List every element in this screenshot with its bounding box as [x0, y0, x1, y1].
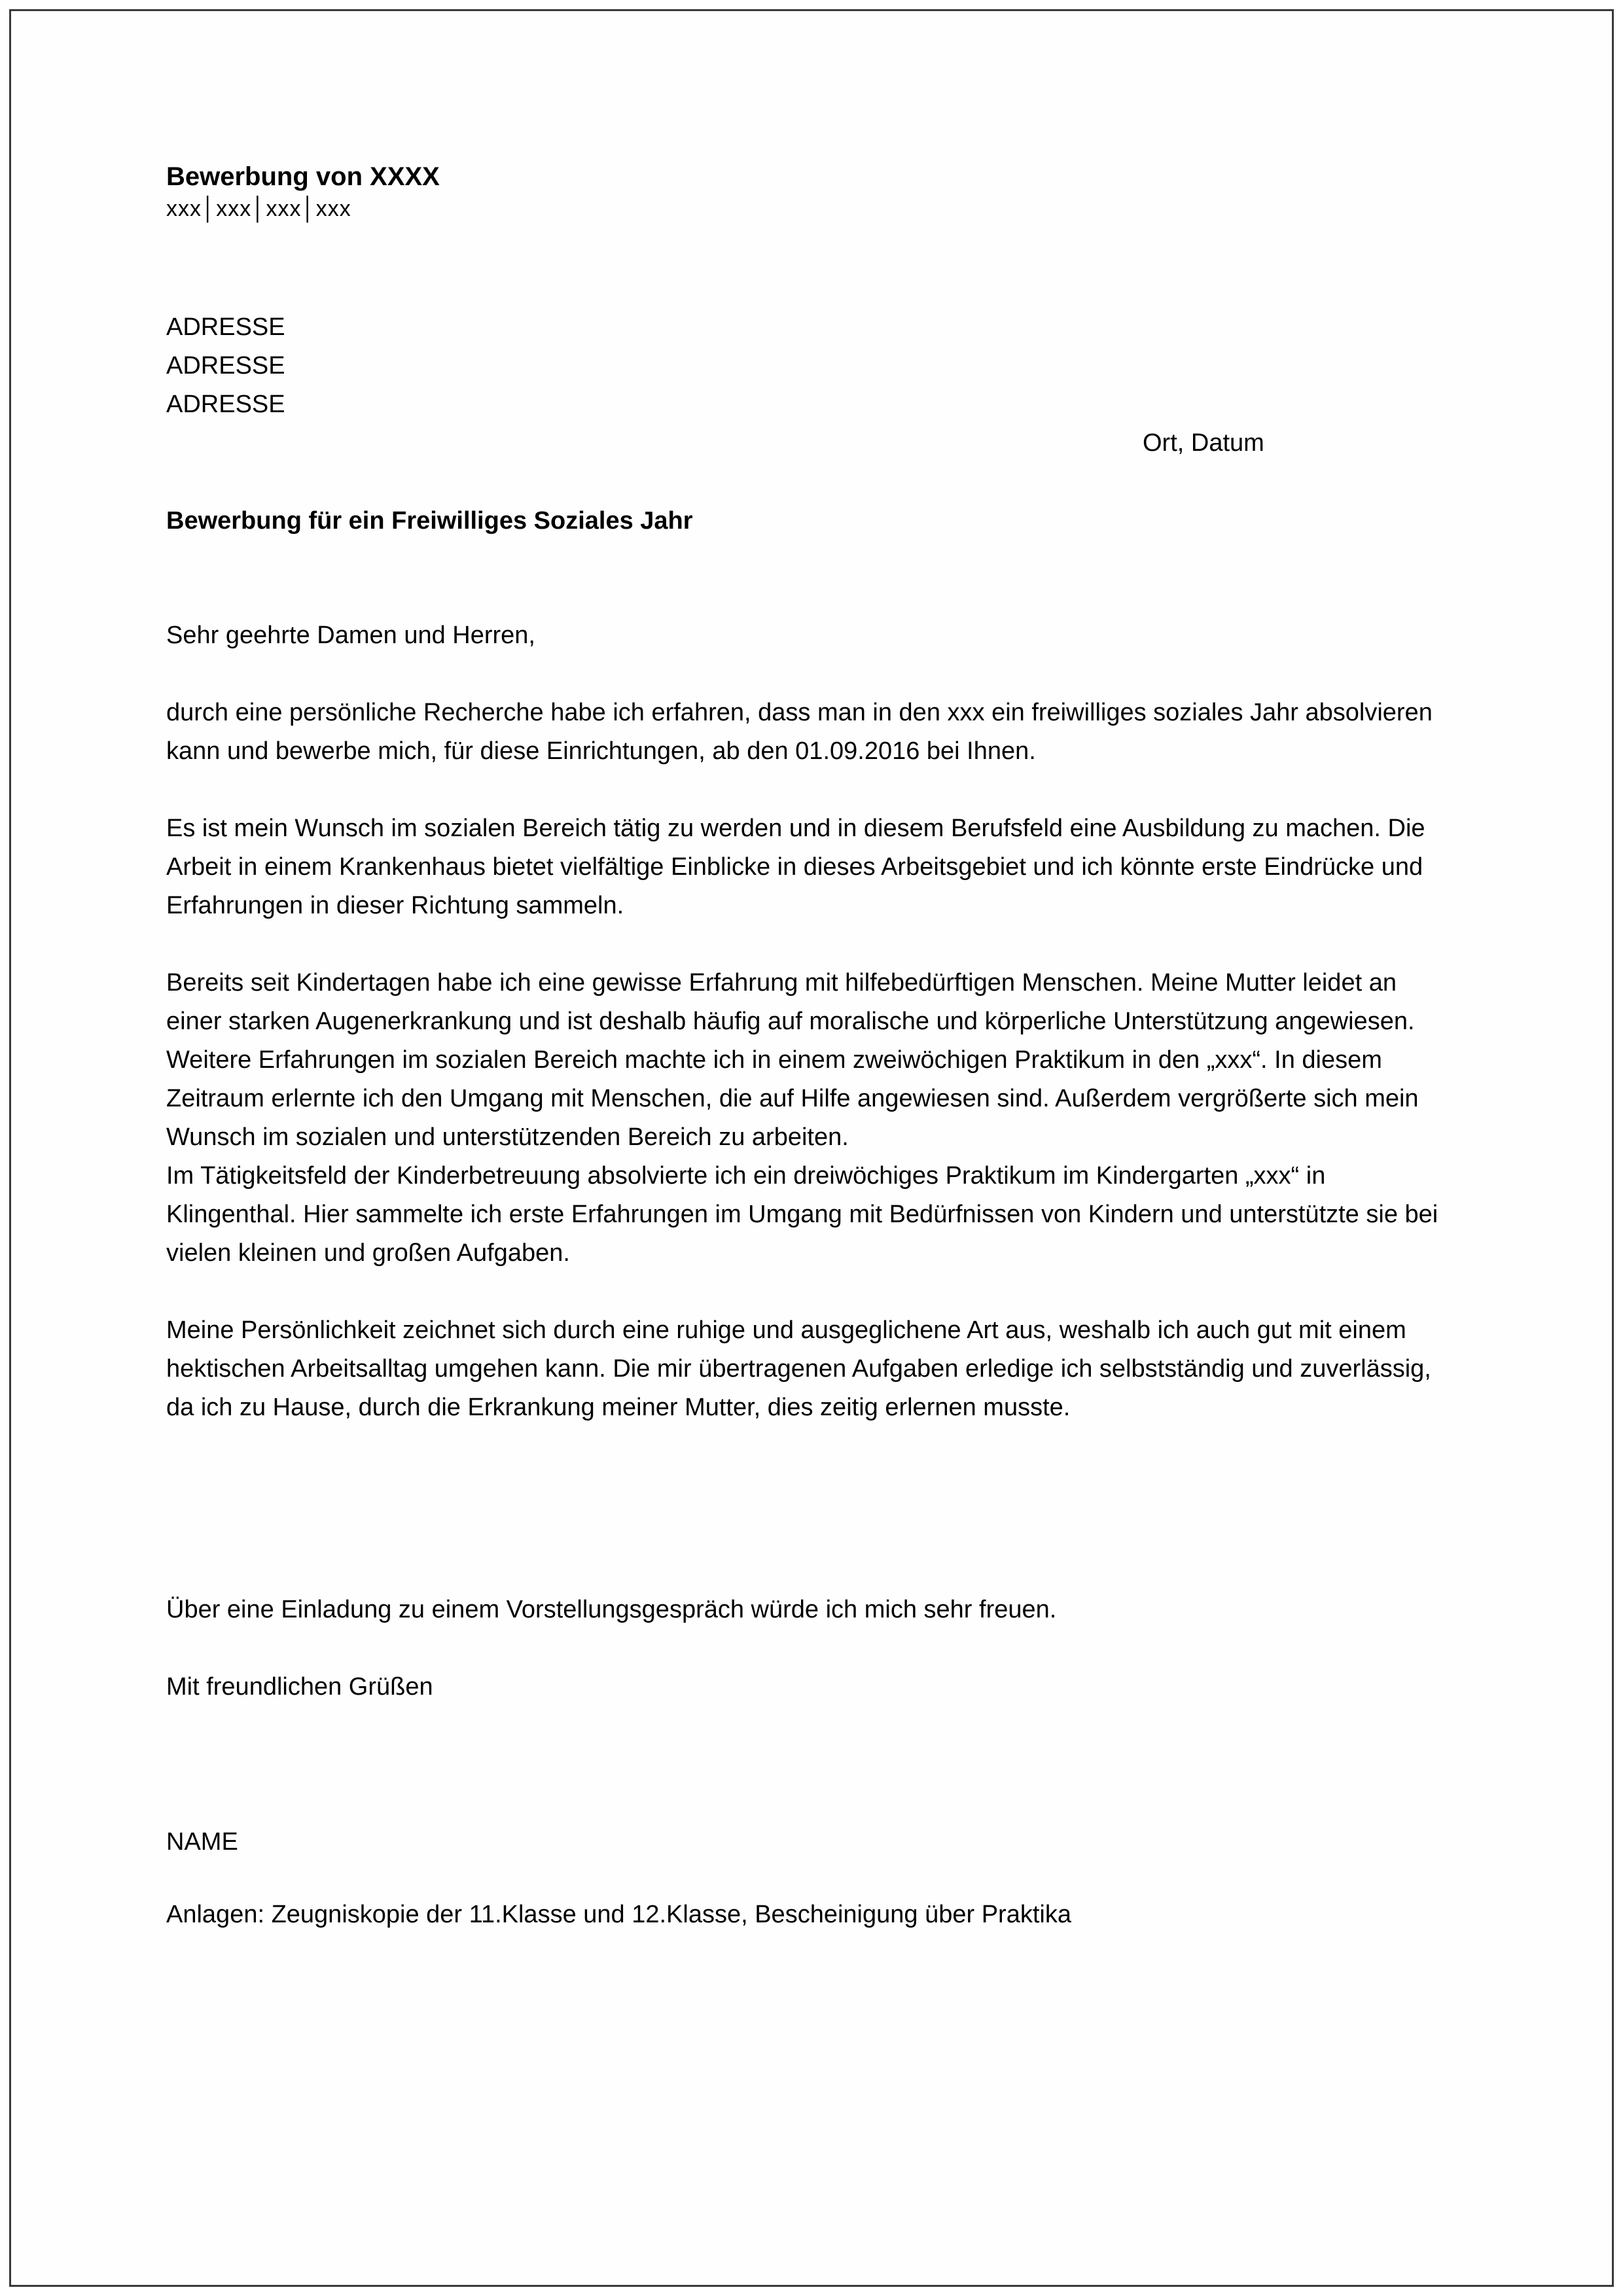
address-line: ADRESSE: [166, 391, 285, 418]
paragraph-experience-kindergarten: Im Tätigkeitsfeld der Kinderbetreuung absolvierte ich ein dreiwöchiges Praktikum im Kindergarten „xxx“ in Klingenthal. Hier sammelte ich erste Erfahrungen im Umgang mit Bedürfnissen von Kindern und unterstützte sie bei vielen kleinen und großen Aufgaben.: [166, 1162, 1438, 1267]
salutation: Sehr geehrte Damen und Herren,: [166, 622, 535, 649]
closing-request: Über eine Einladung zu einem Vorstellungsgespräch würde ich mich sehr freuen.: [166, 1596, 1057, 1623]
address-line: ADRESSE: [166, 352, 285, 380]
signature-name: NAME: [166, 1828, 238, 1856]
sender-title: Bewerbung von XXXX: [166, 162, 440, 191]
paragraph-personality: Meine Persönlichkeit zeichnet sich durch eine ruhige und ausgeglichene Art aus, weshalb ich auch gut mit einem hektischen Arbeitsalltag umgehen kann. Die mir übertragenen Aufgaben erledige ich selbstständig und zuverlässig, da ich zu Hause, durch die Erkrankung meiner Mutter, dies zeitig erlernen musste.: [166, 1316, 1431, 1421]
subject-line: Bewerbung für ein Freiwilliges Soziales Jahr: [166, 507, 693, 535]
paragraph-intro: durch eine persönliche Recherche habe ich erfahren, dass man in den xxx ein freiwilliges soziales Jahr absolvieren kann und bewerbe mich, für diese Einrichtungen, ab den 01.09.2016 bei Ihnen.: [166, 699, 1433, 765]
paragraph-experience-internship: Weitere Erfahrungen im sozialen Bereich machte ich in einem zweiwöchigen Praktikum in den „xxx“. In diesem Zeitraum erlernte ich den Umgang mit Menschen, die auf Hilfe angewiesen sind. Außerdem vergrößerte sich mein Wunsch im sozialen und unterstützenden Bereich zu arbeiten.: [166, 1046, 1419, 1151]
document-page: [9, 9, 1614, 2287]
closing-salutation: Mit freundlichen Grüßen: [166, 1673, 433, 1701]
address-line: ADRESSE: [166, 313, 285, 341]
paragraph-motivation: Es ist mein Wunsch im sozialen Bereich tätig zu werden und in diesem Berufsfeld eine Ausbildung zu machen. Die Arbeit in einem Krankenhaus bietet vielfältige Einblicke in dieses Arbeitsgebiet und ich könnte erste Eindrücke und Erfahrungen in dieser Richtung sammeln.: [166, 815, 1425, 919]
sender-contact-line: xxx│xxx│xxx│xxx: [166, 196, 351, 221]
letter-content: [166, 160, 1454, 1934]
paragraph-experience-family: Bereits seit Kindertagen habe ich eine gewisse Erfahrung mit hilfebedürftigen Menschen. Meine Mutter leidet an einer starken Augenerkrankung und ist deshalb häufig auf moralische und körperliche Unterstützung angewiesen.: [166, 969, 1415, 1035]
attachments-line: Anlagen: Zeugniskopie der 11.Klasse und 12.Klasse, Bescheinigung über Praktika: [166, 1901, 1071, 1928]
date-line: Ort, Datum: [1143, 429, 1264, 457]
address-block: [166, 308, 1454, 424]
